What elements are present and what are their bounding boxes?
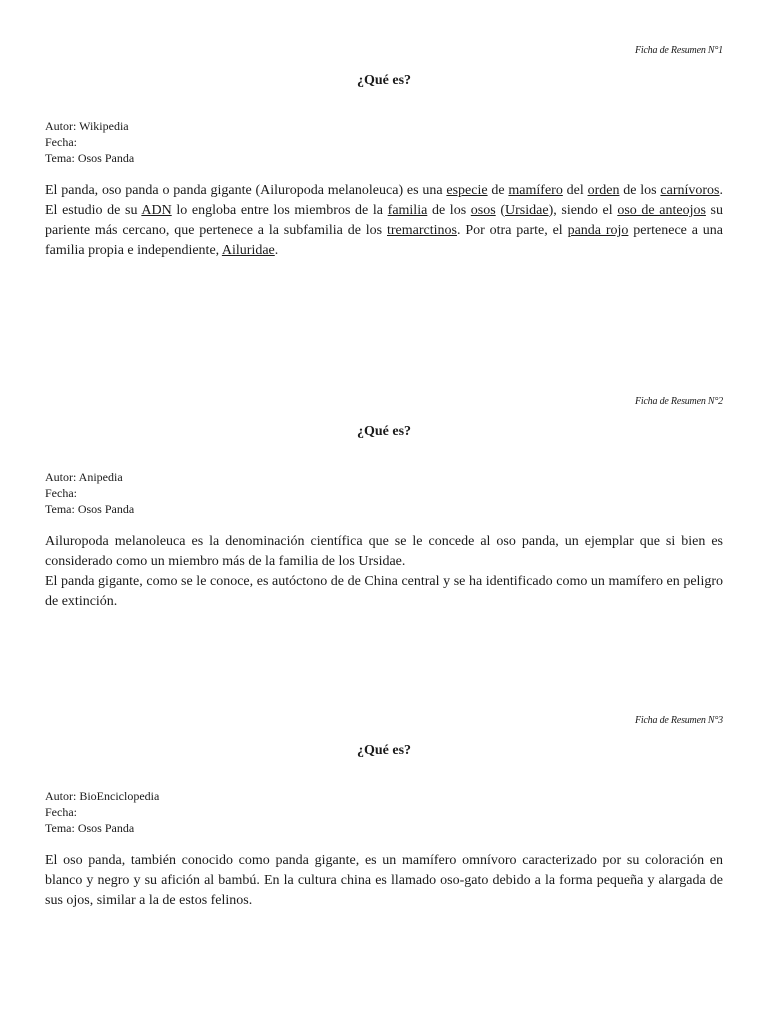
topic-line: Tema: Osos Panda bbox=[45, 502, 135, 516]
link-adn[interactable]: ADN bbox=[141, 203, 172, 218]
body-paragraph: Ailuropoda melanoleuca es la denominación científica que se le concede al oso panda, un ejemplar que si bien es considerado como un miembro más de la familia de los Ursidae. bbox=[45, 534, 723, 569]
card-meta bbox=[45, 469, 723, 517]
text-segment: de bbox=[487, 183, 509, 198]
text-segment: de los bbox=[427, 203, 471, 218]
link-mamifero[interactable]: mamífero bbox=[508, 183, 563, 198]
summary-card-1 bbox=[45, 44, 723, 261]
link-osos[interactable]: osos bbox=[470, 203, 496, 218]
card-title: ¿Qué es? bbox=[356, 73, 412, 88]
date-line: Fecha: bbox=[45, 486, 77, 500]
text-segment: lo engloba entre los miembros de la bbox=[171, 203, 388, 218]
link-oso-de-anteojos[interactable]: oso de anteojos bbox=[617, 203, 706, 218]
text-segment: . El estudio de su bbox=[45, 183, 723, 218]
text-segment: ( bbox=[495, 203, 506, 218]
link-familia[interactable]: familia bbox=[387, 203, 428, 218]
link-carnivoros[interactable]: carnívoros bbox=[660, 183, 720, 198]
author-line: Autor: BioEnciclopedia bbox=[45, 789, 160, 803]
author-line: Autor: Wikipedia bbox=[45, 119, 129, 133]
link-ailuridae[interactable]: Ailuridae bbox=[221, 243, 275, 258]
text-segment: ), siendo el bbox=[548, 203, 618, 218]
link-ursidae[interactable]: Ursidae bbox=[505, 203, 549, 218]
date-line: Fecha: bbox=[45, 805, 77, 819]
link-especie[interactable]: especie bbox=[446, 183, 488, 198]
text-segment: su pariente más cercano, que pertenece a la subfamilia de los bbox=[45, 203, 724, 238]
author-line: Autor: Anipedia bbox=[45, 470, 123, 484]
card-body bbox=[45, 532, 723, 612]
ficha-label: Ficha de Resumen N°2 bbox=[634, 396, 723, 407]
card-meta bbox=[45, 788, 723, 836]
summary-card-2 bbox=[45, 395, 723, 612]
card-title: ¿Qué es? bbox=[356, 424, 412, 439]
date-line: Fecha: bbox=[45, 135, 77, 149]
body-paragraph: El oso panda, también conocido como panda gigante, es un mamífero omnívoro caracterizado por su coloración en blanco y negro y su afición al bambú. En la cultura china es llamado oso-gato debido a la forma pequeña y alargada de sus ojos, similar a la de estos felinos. bbox=[45, 853, 723, 908]
ficha-label: Ficha de Resumen N°1 bbox=[634, 45, 723, 56]
ficha-label: Ficha de Resumen N°3 bbox=[634, 715, 723, 726]
body-paragraph bbox=[45, 181, 723, 261]
card-body bbox=[45, 181, 723, 261]
link-panda-rojo[interactable]: panda rojo bbox=[567, 223, 629, 238]
text-segment: . bbox=[274, 243, 279, 258]
summary-card-3 bbox=[45, 714, 723, 911]
topic-line: Tema: Osos Panda bbox=[45, 151, 135, 165]
text-segment: de los bbox=[619, 183, 661, 198]
card-meta bbox=[45, 118, 723, 166]
body-paragraph: El panda gigante, como se le conoce, es autóctono de de China central y se ha identificado como un mamífero en peligro de extinción. bbox=[45, 574, 723, 609]
text-segment: del bbox=[562, 183, 588, 198]
text-segment: pertenece a una familia propia e independiente, bbox=[45, 223, 724, 258]
card-body bbox=[45, 851, 723, 911]
topic-line: Tema: Osos Panda bbox=[45, 821, 135, 835]
link-orden[interactable]: orden bbox=[587, 183, 620, 198]
text-segment: El panda, oso panda o panda gigante (Ailuropoda melanoleuca) es una bbox=[45, 183, 447, 198]
text-segment: . Por otra parte, el bbox=[456, 223, 568, 238]
link-tremarctinos[interactable]: tremarctinos bbox=[387, 223, 457, 238]
card-title: ¿Qué es? bbox=[356, 743, 412, 758]
